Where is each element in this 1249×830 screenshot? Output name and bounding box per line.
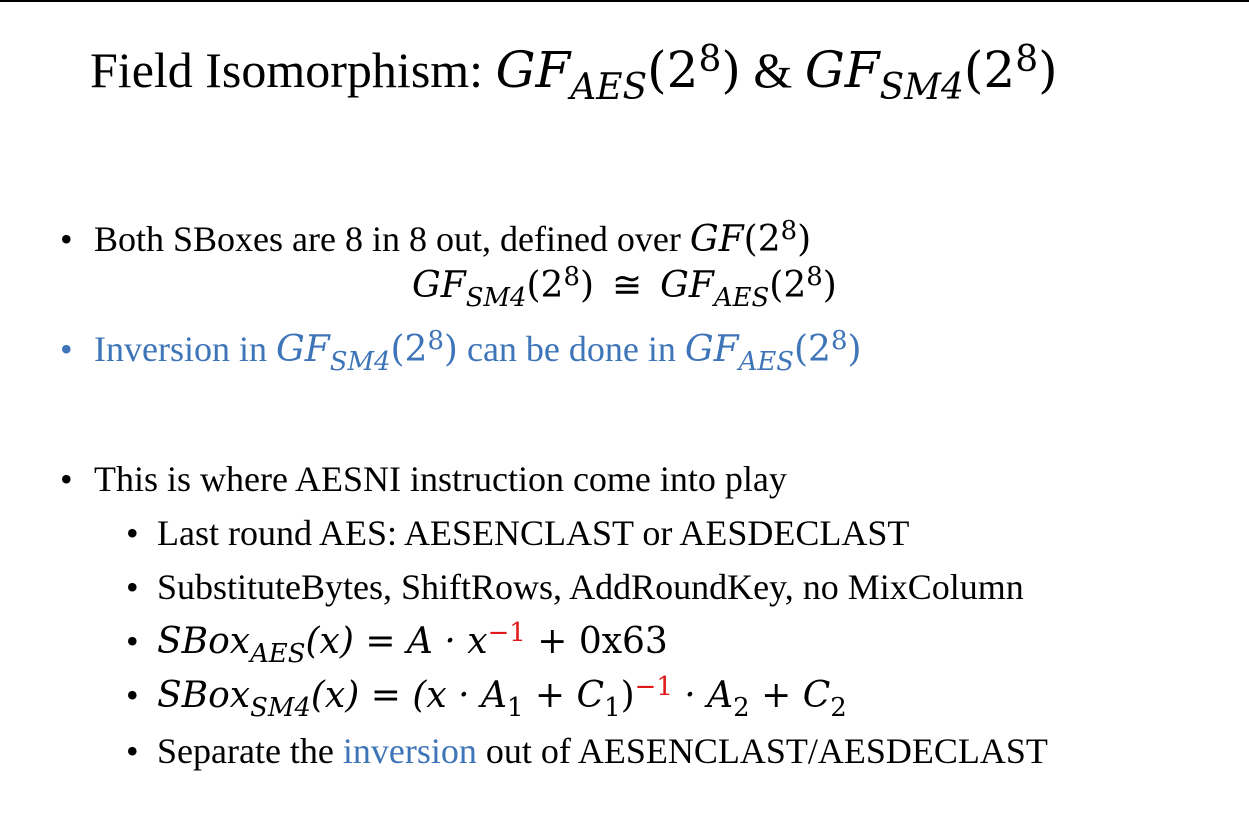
gf-aes-field: $GF_{AES}(2^8)$: [684, 326, 862, 377]
congruence-symbol: ≅: [594, 265, 661, 305]
title-field-sm4: $GF_{SM4}(2^8)$: [804, 38, 1058, 108]
gf-sm4-field: $GF_{SM4}(2^8)$: [275, 326, 458, 377]
slide-title: [90, 38, 1058, 108]
title-prefix: Field Isomorphism:: [90, 42, 496, 98]
subbullet-separate: [126, 730, 1048, 773]
title-ampersand: &: [740, 42, 805, 98]
top-border: [0, 0, 1249, 2]
bullet-dot: •: [60, 459, 73, 499]
gf-field: $GF(2^8)$: [689, 216, 812, 260]
inverse-exponent: −1: [634, 672, 673, 703]
bullet-dot: •: [60, 219, 73, 259]
subbullet-sbox-sm4: [126, 672, 847, 723]
bullet-aesni: [60, 458, 787, 501]
inverse-exponent: −1: [487, 618, 526, 649]
sbox-aes-formula: SBox$_{AES}$(x) = $A \cdot x^{-1} + 0x63$: [157, 618, 668, 669]
bullet-text: SubstituteBytes, ShiftRows, AddRoundKey, no MixColumn: [157, 567, 1024, 607]
isomorphism-equation: $GF_{SM4}(2^8)$ ≅ $GF_{AES}(2^8)$: [412, 262, 837, 313]
bullet-dot: •: [60, 329, 73, 369]
subbullet-steps: [126, 566, 1024, 609]
bullet-text: Both SBoxes are 8 in 8 out, defined over: [94, 219, 690, 259]
subbullet-last-round: [126, 512, 909, 555]
bullet-text: Last round AES: AESENCLAST or AESDECLAST: [157, 513, 910, 553]
subbullet-sbox-aes: [126, 618, 668, 669]
sbox-sm4-formula: SBox$_{SM4}$(x) = $(x \cdot A_1 + C_1)^{-1} \cdot A_2 + C_2$: [157, 672, 847, 723]
inversion-highlight: inversion: [342, 731, 477, 771]
bullet-sboxes: [60, 218, 811, 261]
bullet-dot: •: [126, 621, 139, 661]
bullet-inversion: [60, 326, 862, 377]
bullet-text: This is where AESNI instruction come into play: [94, 459, 787, 499]
bullet-text: Inversion in: [94, 329, 276, 369]
bullet-dot: •: [126, 513, 139, 553]
bullet-dot: •: [126, 675, 139, 715]
bullet-dot: •: [126, 731, 139, 771]
bullet-text-middle: can be done in: [457, 329, 685, 369]
bullet-dot: •: [126, 567, 139, 607]
title-field-aes: $GF_{AES}(2^8)$: [495, 38, 741, 108]
bullet-text-tail: out of AESENCLAST/AESDECLAST: [476, 731, 1048, 771]
bullet-text: Separate the: [157, 731, 343, 771]
